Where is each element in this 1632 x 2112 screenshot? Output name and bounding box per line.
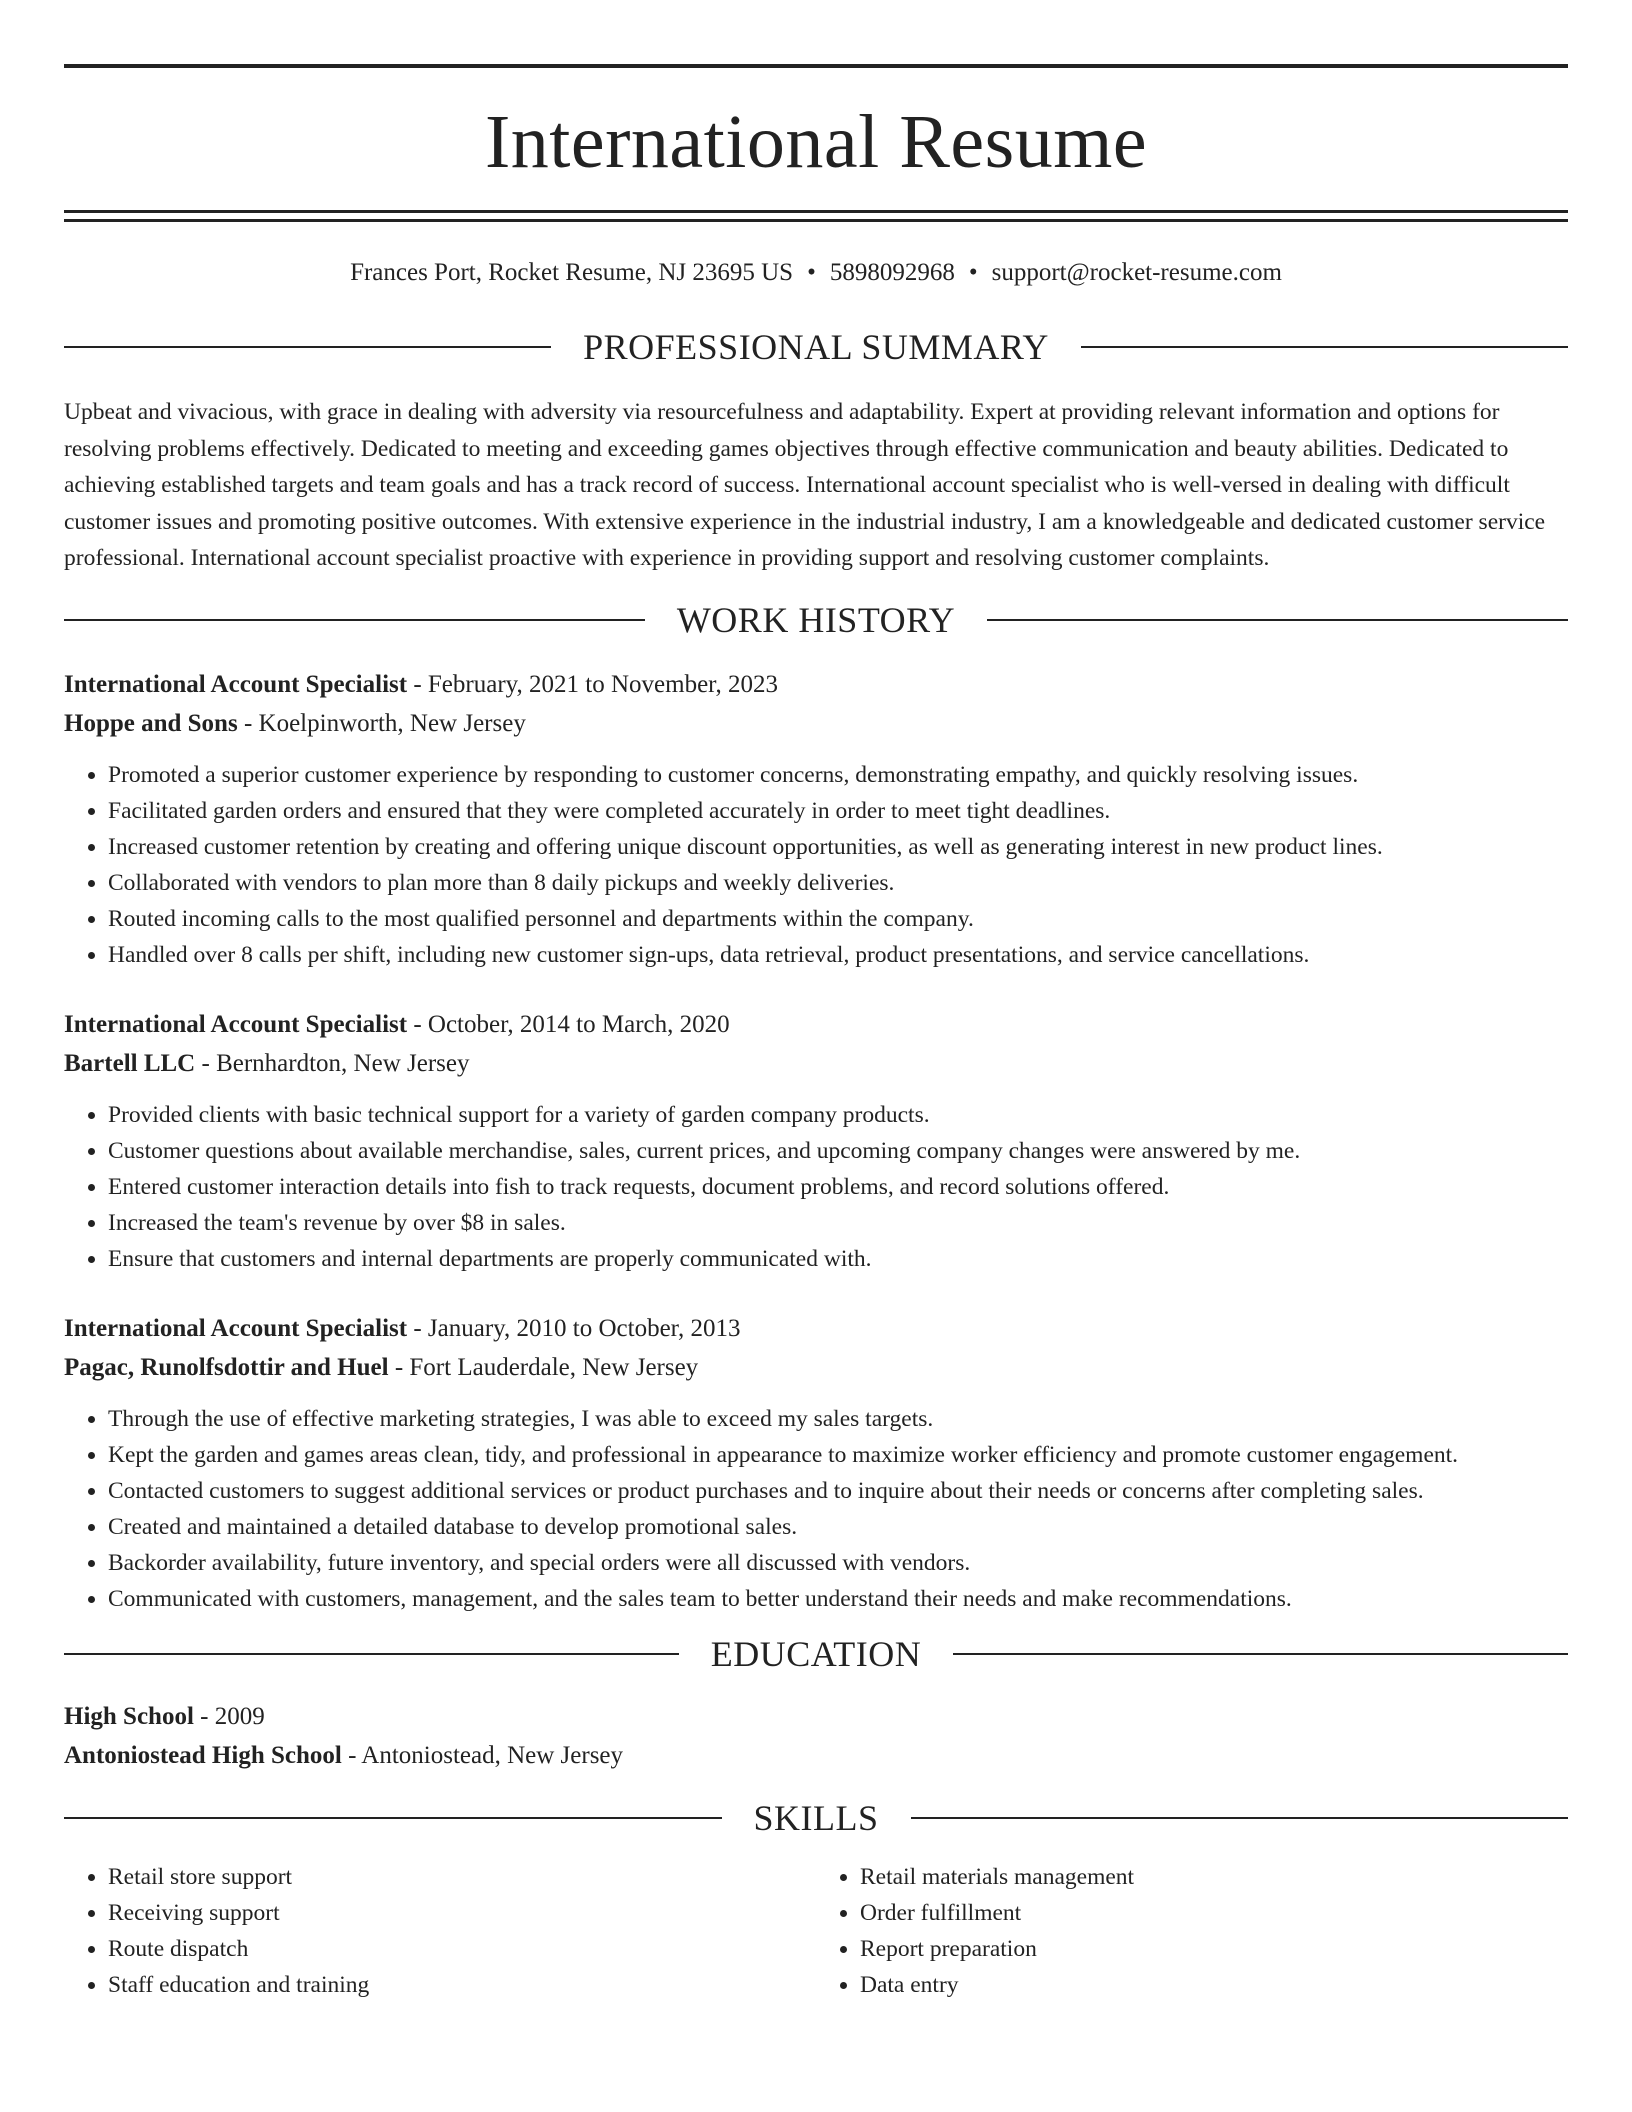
education-school: Antoniostead High School	[64, 1741, 342, 1769]
skill-item: • Report preparation	[860, 1931, 1568, 1967]
education-school-line	[64, 1736, 1568, 1775]
job-bullets	[64, 1097, 1568, 1277]
skills-grid	[64, 1859, 1568, 2003]
job-bullets	[64, 1401, 1568, 1617]
list-item: • Ensure that customers and internal departments are properly communicated with.	[108, 1241, 1568, 1277]
contact-separator: •	[807, 259, 816, 286]
list-item: • Contacted customers to suggest additional services or product purchases and to inquire about their needs or concerns after completing sales.	[108, 1473, 1568, 1509]
job-company-line	[64, 704, 1568, 743]
job-location: - Fort Lauderdale, New Jersey	[388, 1353, 699, 1381]
section-heading-summary	[64, 326, 1568, 368]
job-company-line	[64, 1044, 1568, 1083]
list-item: • Customer questions about available merchandise, sales, current prices, and upcoming company changes were answered by me.	[108, 1133, 1568, 1169]
list-item: • Promoted a superior customer experience by responding to customer concerns, demonstrating empathy, and quickly resolving issues.	[108, 757, 1568, 793]
job-title: International Account Specialist	[64, 670, 408, 698]
job-title-line	[64, 1309, 1568, 1348]
skill-item: • Route dispatch	[108, 1931, 816, 1967]
summary-text: Upbeat and vivacious, with grace in dealing with adversity via resourcefulness and adaptability. Expert at providing relevant information and options for resolving problems effectively. Dedicated to meeting and exceeding games objectives through effective communication and beauty abilities. Dedicated to achieving established targets and team goals and has a track record of success. International account specialist who is well-versed in dealing with difficult customer issues and promoting positive outcomes. With extensive experience in the industrial industry, I am a knowledgeable and dedicated customer service professional. International account specialist proactive with experience in providing support and resolving customer complaints.	[64, 399, 1546, 571]
contact-email: support@rocket-resume.com	[991, 259, 1282, 286]
education-entry	[64, 1697, 1568, 1775]
skill-item: • Order fulfillment	[860, 1895, 1568, 1931]
heading-rule	[953, 1653, 1568, 1655]
education-degree-line	[64, 1697, 1568, 1736]
list-item: • Communicated with customers, management, and the sales team to better understand their needs and make recommendations.	[108, 1581, 1568, 1617]
job-entry	[64, 665, 1568, 973]
list-item: • Kept the garden and games areas clean, tidy, and professional in appearance to maximize worker efficiency and promote customer engagement.	[108, 1437, 1568, 1473]
job-entry	[64, 1005, 1568, 1277]
section-title: WORK HISTORY	[676, 599, 956, 640]
job-company: Hoppe and Sons	[64, 709, 238, 737]
heading-rule	[911, 1817, 1569, 1819]
heading-rule	[64, 1817, 722, 1819]
list-item: • Handled over 8 calls per shift, including new customer sign-ups, data retrieval, product presentations, and service cancellations.	[108, 937, 1568, 973]
job-title: International Account Specialist	[64, 1010, 408, 1038]
list-item: • Created and maintained a detailed database to develop promotional sales.	[108, 1509, 1568, 1545]
heading-rule	[64, 619, 645, 621]
job-dates: - January, 2010 to October, 2013	[407, 1314, 741, 1342]
section-heading-work	[64, 599, 1568, 641]
job-dates: - October, 2014 to March, 2020	[407, 1010, 730, 1038]
contact-separator: •	[968, 259, 978, 286]
education-year: - 2009	[193, 1702, 265, 1730]
resume-name: International Resume	[484, 100, 1148, 184]
section-title: EDUCATION	[710, 1633, 922, 1674]
list-item: • Through the use of effective marketing strategies, I was able to exceed my sales targets.	[108, 1401, 1568, 1437]
list-item: • Routed incoming calls to the most qualified personnel and departments within the company.	[108, 901, 1568, 937]
double-rule	[64, 210, 1568, 222]
skill-item: • Retail store support	[108, 1859, 816, 1895]
job-title-line	[64, 1005, 1568, 1044]
list-item: • Increased customer retention by creating and offering unique discount opportunities, as well as generating interest in new product lines.	[108, 829, 1568, 865]
job-title-line	[64, 665, 1568, 704]
skill-item: • Staff education and training	[108, 1967, 816, 2003]
list-item: • Provided clients with basic technical support for a variety of garden company products.	[108, 1097, 1568, 1133]
job-company: Bartell LLC	[64, 1049, 196, 1077]
job-dates: - February, 2021 to November, 2023	[407, 670, 778, 698]
job-company-line	[64, 1348, 1568, 1387]
job-title: International Account Specialist	[64, 1314, 408, 1342]
job-location: - Bernhardton, New Jersey	[195, 1049, 470, 1077]
section-title: SKILLS	[753, 1797, 879, 1838]
list-item: • Backorder availability, future inventory, and special orders were all discussed with vendors.	[108, 1545, 1568, 1581]
job-location: - Koelpinworth, New Jersey	[237, 709, 526, 737]
contact-line	[64, 258, 1568, 288]
job-entry	[64, 1309, 1568, 1617]
contact-phone: 5898092968	[829, 259, 955, 286]
heading-rule	[64, 1653, 679, 1655]
skill-item: • Data entry	[860, 1967, 1568, 2003]
list-item: • Increased the team's revenue by over $8 in sales.	[108, 1205, 1568, 1241]
education-location: - Antoniostead, New Jersey	[341, 1741, 624, 1769]
section-heading-education	[64, 1633, 1568, 1675]
heading-rule	[1081, 346, 1568, 348]
skill-item: • Receiving support	[108, 1895, 816, 1931]
job-company: Pagac, Runolfsdottir and Huel	[64, 1353, 389, 1381]
education-degree: High School	[64, 1702, 194, 1730]
list-item: • Collaborated with vendors to plan more than 8 daily pickups and weekly deliveries.	[108, 865, 1568, 901]
heading-rule	[64, 346, 551, 348]
skills-list-right	[816, 1859, 1568, 2003]
job-bullets	[64, 757, 1568, 973]
list-item: • Entered customer interaction details into fish to track requests, document problems, and record solutions offered.	[108, 1169, 1568, 1205]
skills-list-left	[64, 1859, 816, 2003]
heading-rule	[987, 619, 1568, 621]
list-item: • Facilitated garden orders and ensured that they were completed accurately in order to meet tight deadlines.	[108, 793, 1568, 829]
contact-address: Frances Port, Rocket Resume, NJ 23695 US	[350, 259, 794, 286]
top-rule	[64, 64, 1568, 68]
section-title: PROFESSIONAL SUMMARY	[583, 327, 1049, 367]
section-heading-skills	[64, 1797, 1568, 1839]
skill-item: • Retail materials management	[860, 1859, 1568, 1895]
